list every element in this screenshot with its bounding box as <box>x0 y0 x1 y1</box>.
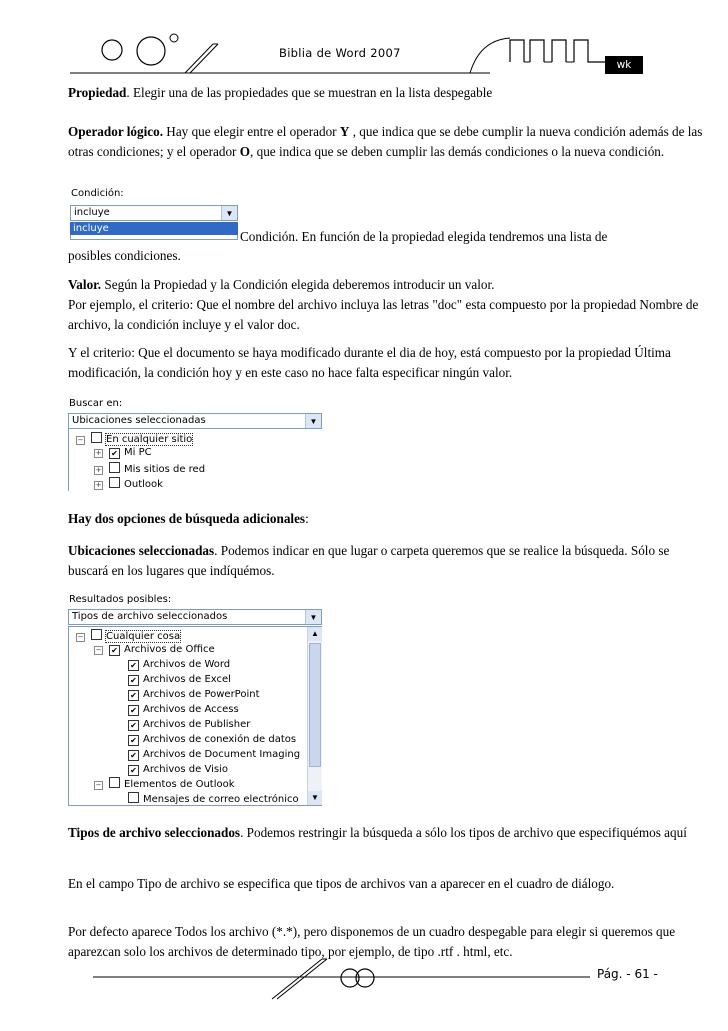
paragraph-opciones <box>68 509 708 529</box>
term-y: Y <box>339 124 350 139</box>
checkbox[interactable] <box>109 477 120 488</box>
paragraph-text: , que indica que se deben cumplir las demás condiciones o la nueva condición. <box>250 144 665 159</box>
paragraph-valor <box>68 275 708 335</box>
tree-label: Outlook <box>124 479 163 490</box>
checkbox-checked-icon[interactable]: ✔ <box>128 690 139 701</box>
paragraph-text: Según la Propiedad y la Condición elegida deberemos introducir un valor. <box>101 277 495 292</box>
tree-item-outlook-elementos[interactable] <box>94 777 235 792</box>
tree-item-access[interactable] <box>128 704 239 719</box>
combo-arrow-icon[interactable]: ▼ <box>305 414 321 428</box>
checkbox-checked-icon[interactable]: ✔ <box>128 705 139 716</box>
paragraph-text: Por ejemplo, el criterio: Que el nombre del archivo incluya las letras "doc" esta compuesto por la propiedad Nombre de archivo, la condición incluye y el valor doc. <box>68 297 699 332</box>
tree-label: Archivos de Office <box>124 644 215 655</box>
paragraph-condicion: Condición. En función de la propiedad elegida tendremos una lista de <box>240 229 608 244</box>
tree-label: Archivos de Publisher <box>143 719 251 730</box>
paragraph-text: . Elegir una de las propiedades que se muestran en la lista despegable <box>126 85 493 100</box>
tree-item-word[interactable] <box>128 659 230 674</box>
tree-item-outlook[interactable] <box>94 477 163 492</box>
tree-label: Archivos de Access <box>143 704 239 715</box>
scroll-thumb[interactable] <box>309 643 321 767</box>
tree-expand-icon[interactable]: + <box>95 449 102 457</box>
tree-item-cualquier-sitio[interactable] <box>76 432 192 447</box>
checkbox-checked-icon[interactable]: ✔ <box>128 765 139 776</box>
paragraph-text: . Podemos restringir la búsqueda a sólo los tipos de archivo que especifiquémos aquí <box>240 825 687 840</box>
tree-label: Archivos de PowerPoint <box>143 689 260 700</box>
tree-collapse-icon[interactable]: − <box>77 633 84 641</box>
condicion-option[interactable]: incluye <box>70 222 238 235</box>
scroll-down-icon[interactable]: ▼ <box>308 791 322 805</box>
paragraph-propiedad <box>68 83 708 103</box>
checkbox-checked-icon[interactable]: ✔ <box>128 675 139 686</box>
condicion-value: incluye <box>74 207 110 218</box>
checkbox[interactable] <box>109 462 120 473</box>
checkbox-checked-icon[interactable]: ✔ <box>128 720 139 731</box>
header-title: Biblia de Word 2007 <box>279 46 401 60</box>
paragraph-tipos <box>68 823 708 843</box>
tree-expand-icon[interactable]: + <box>95 481 102 489</box>
tree-item-mensajes[interactable] <box>128 792 299 807</box>
tree-item-excel[interactable] <box>128 674 231 689</box>
scroll-up-icon[interactable]: ▲ <box>308 627 322 641</box>
buscar-combo[interactable] <box>68 413 322 429</box>
tree-item-imaging[interactable] <box>128 749 300 764</box>
page-number: Pág. - 61 - <box>597 967 658 981</box>
tree-item-mi-pc[interactable] <box>94 447 152 462</box>
dropdown-list <box>70 235 238 240</box>
tree-label: Archivos de Document Imaging <box>143 749 301 760</box>
tree-label: Mi PC <box>124 447 152 458</box>
tree-item-powerpoint[interactable] <box>128 689 260 704</box>
header-decoration <box>0 0 728 90</box>
tree-label: En cualquier sitio <box>106 434 193 445</box>
paragraph-text: : <box>305 511 309 526</box>
paragraph-text: , que indica que se debe cumplir la nueva condición además de las otras condiciones; y el operador <box>68 124 703 159</box>
checkbox-checked-icon[interactable]: ✔ <box>128 750 139 761</box>
tree-label: Elementos de Outlook <box>124 779 235 790</box>
tree-expand-icon[interactable]: + <box>95 466 102 474</box>
combo-arrow-icon[interactable]: ▼ <box>305 610 321 624</box>
tree-item-office[interactable] <box>94 644 215 659</box>
condicion-combo[interactable] <box>70 205 238 221</box>
tree-collapse-icon[interactable]: − <box>95 781 102 789</box>
paragraph-condicion-cont: posibles condiciones. <box>68 248 181 263</box>
tree-label: Mensajes de correo electrónico <box>143 794 299 805</box>
checkbox-checked-icon[interactable]: ✔ <box>128 660 139 671</box>
checkbox[interactable] <box>109 777 120 788</box>
term-opciones: Hay dos opciones de búsqueda adicionales <box>68 511 306 526</box>
tree-label: Cualquier cosa <box>106 631 181 642</box>
tree-label: Mis sitios de red <box>124 464 206 475</box>
checkbox-checked-icon[interactable]: ✔ <box>109 448 120 459</box>
paragraph-tipo-archivo: En el campo Tipo de archivo se especifica que tipos de archivos van a aparecer en el cuadro de diálogo. <box>68 876 615 891</box>
paragraph-defecto: Por defecto aparece Todos los archivo (*.*), pero disponemos de un cuadro despegable para elegir si queremos que aparezcan solo los archivos de determinado tipo, por ejemplo, de tipo .rtf . html, etc. <box>68 924 676 959</box>
tree-collapse-icon[interactable]: − <box>95 646 102 654</box>
tree-item-cualquier-cosa[interactable] <box>76 629 180 644</box>
resultados-label: Resultados posibles: <box>69 594 172 605</box>
resultados-value: Tipos de archivo seleccionados <box>72 611 228 622</box>
buscar-value: Ubicaciones seleccionadas <box>72 415 206 426</box>
paragraph-text: Hay que elegir entre el operador <box>163 124 340 139</box>
paragraph-criterio: Y el criterio: Que el documento se haya modificado durante el dia de hoy, está compuesto por la propiedad Última modificación, la condición hoy y en este caso no hace falta especificar ningún valor. <box>68 345 671 380</box>
paragraph-ubicaciones <box>68 541 708 581</box>
checkbox[interactable] <box>128 792 139 803</box>
tree-border <box>68 429 69 491</box>
checkbox[interactable] <box>91 432 102 443</box>
tree-label: Archivos de Visio <box>143 764 228 775</box>
term-operador: Operador lógico. <box>68 124 163 139</box>
tree-item-conexion[interactable] <box>128 734 296 749</box>
condicion-label: Condición: <box>71 188 124 199</box>
buscar-label: Buscar en: <box>69 398 123 409</box>
tree-label: Archivos de Word <box>143 659 231 670</box>
checkbox-checked-icon[interactable]: ✔ <box>109 645 120 656</box>
term-o: O <box>239 144 251 159</box>
term-propiedad: Propiedad <box>68 85 127 100</box>
header-badge: wk <box>605 56 643 74</box>
term-valor: Valor. <box>68 277 102 292</box>
resultados-combo[interactable] <box>68 609 322 625</box>
combo-arrow-icon[interactable]: ▼ <box>221 206 237 220</box>
resultados-scrollbar[interactable] <box>307 627 322 805</box>
tree-item-sitios-red[interactable] <box>94 462 205 477</box>
paragraph-operador <box>68 122 708 162</box>
tree-label: Archivos de conexión de datos <box>143 734 297 745</box>
checkbox[interactable] <box>91 629 102 640</box>
paragraph-text: . Podemos indicar en que lugar o carpeta queremos que se realice la búsqueda. Sólo se buscará en los lugares que indíquémos. <box>68 543 670 578</box>
tree-item-publisher[interactable] <box>128 719 250 734</box>
checkbox-checked-icon[interactable]: ✔ <box>128 735 139 746</box>
term-tipos: Tipos de archivo seleccionados <box>68 825 241 840</box>
tree-collapse-icon[interactable]: − <box>77 436 84 444</box>
term-ubicaciones: Ubicaciones seleccionadas <box>68 543 215 558</box>
tree-label: Archivos de Excel <box>143 674 231 685</box>
